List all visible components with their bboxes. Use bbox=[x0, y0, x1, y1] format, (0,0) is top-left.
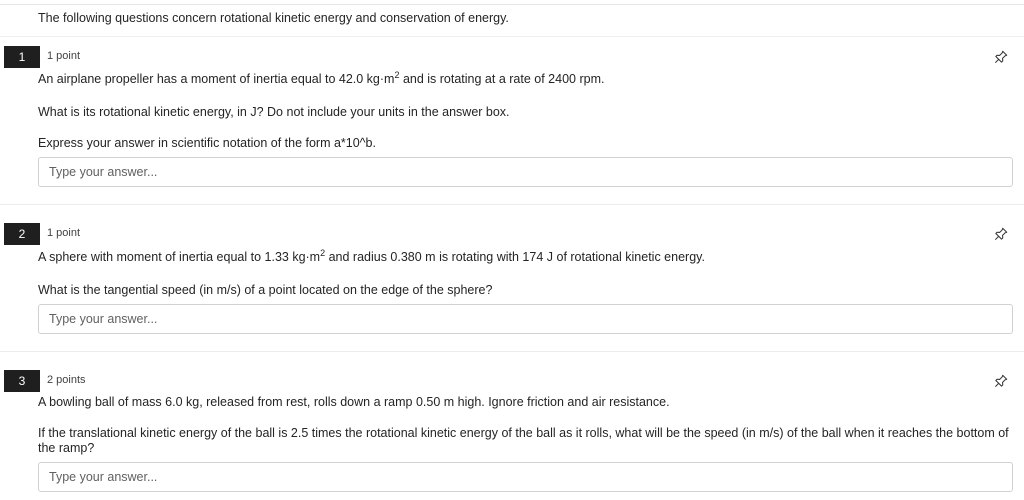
question-text: A bowling ball of mass 6.0 kg, released from rest, rolls down a ramp 0.50 m high. Ignore friction and air resistance. bbox=[38, 395, 670, 409]
question-number-badge: 1 bbox=[4, 46, 40, 68]
answer-input[interactable] bbox=[38, 462, 1013, 492]
question-text: An airplane propeller has a moment of inertia equal to 42.0 $kg\cdot m^2$ and is rotating at a rate of 2400 rpm. bbox=[38, 69, 605, 86]
question-points: 1 point bbox=[47, 50, 81, 62]
top-divider bbox=[0, 4, 1024, 5]
question-prompt: What is the tangential speed (in m/s) of a point located on the edge of the sphere? bbox=[38, 283, 493, 297]
pin-icon[interactable] bbox=[992, 225, 1010, 243]
question-format-note: Express your answer in scientific notation of the form a*10^b. bbox=[38, 136, 376, 150]
question-prompt: What is its rotational kinetic energy, in J? Do not include your units in the answer box. bbox=[38, 105, 510, 119]
question-divider bbox=[0, 351, 1024, 352]
pin-icon[interactable] bbox=[992, 372, 1010, 390]
intro-divider bbox=[0, 36, 1024, 37]
answer-input[interactable] bbox=[38, 304, 1013, 334]
instructions-text: The following questions concern rotational kinetic energy and conservation of energy. bbox=[38, 11, 509, 25]
question-text: A sphere with moment of inertia equal to 1.33 $kg\cdot m^2$ and radius 0.380 m is rotating with 174 J of rotational kinetic energy. bbox=[38, 247, 705, 264]
question-points: 1 point bbox=[47, 227, 81, 239]
question-divider bbox=[0, 204, 1024, 205]
answer-input[interactable] bbox=[38, 157, 1013, 187]
question-prompt: If the translational kinetic energy of the ball is 2.5 times the rotational kinetic energy of the ball as it rolls, what will be the speed (in m/s) of the ball when it reaches the bottom of the ramp? bbox=[38, 426, 1009, 455]
pin-icon[interactable] bbox=[992, 48, 1010, 66]
question-number-badge: 3 bbox=[4, 370, 40, 392]
question-number-badge: 2 bbox=[4, 223, 40, 245]
question-points: 2 points bbox=[47, 374, 86, 386]
